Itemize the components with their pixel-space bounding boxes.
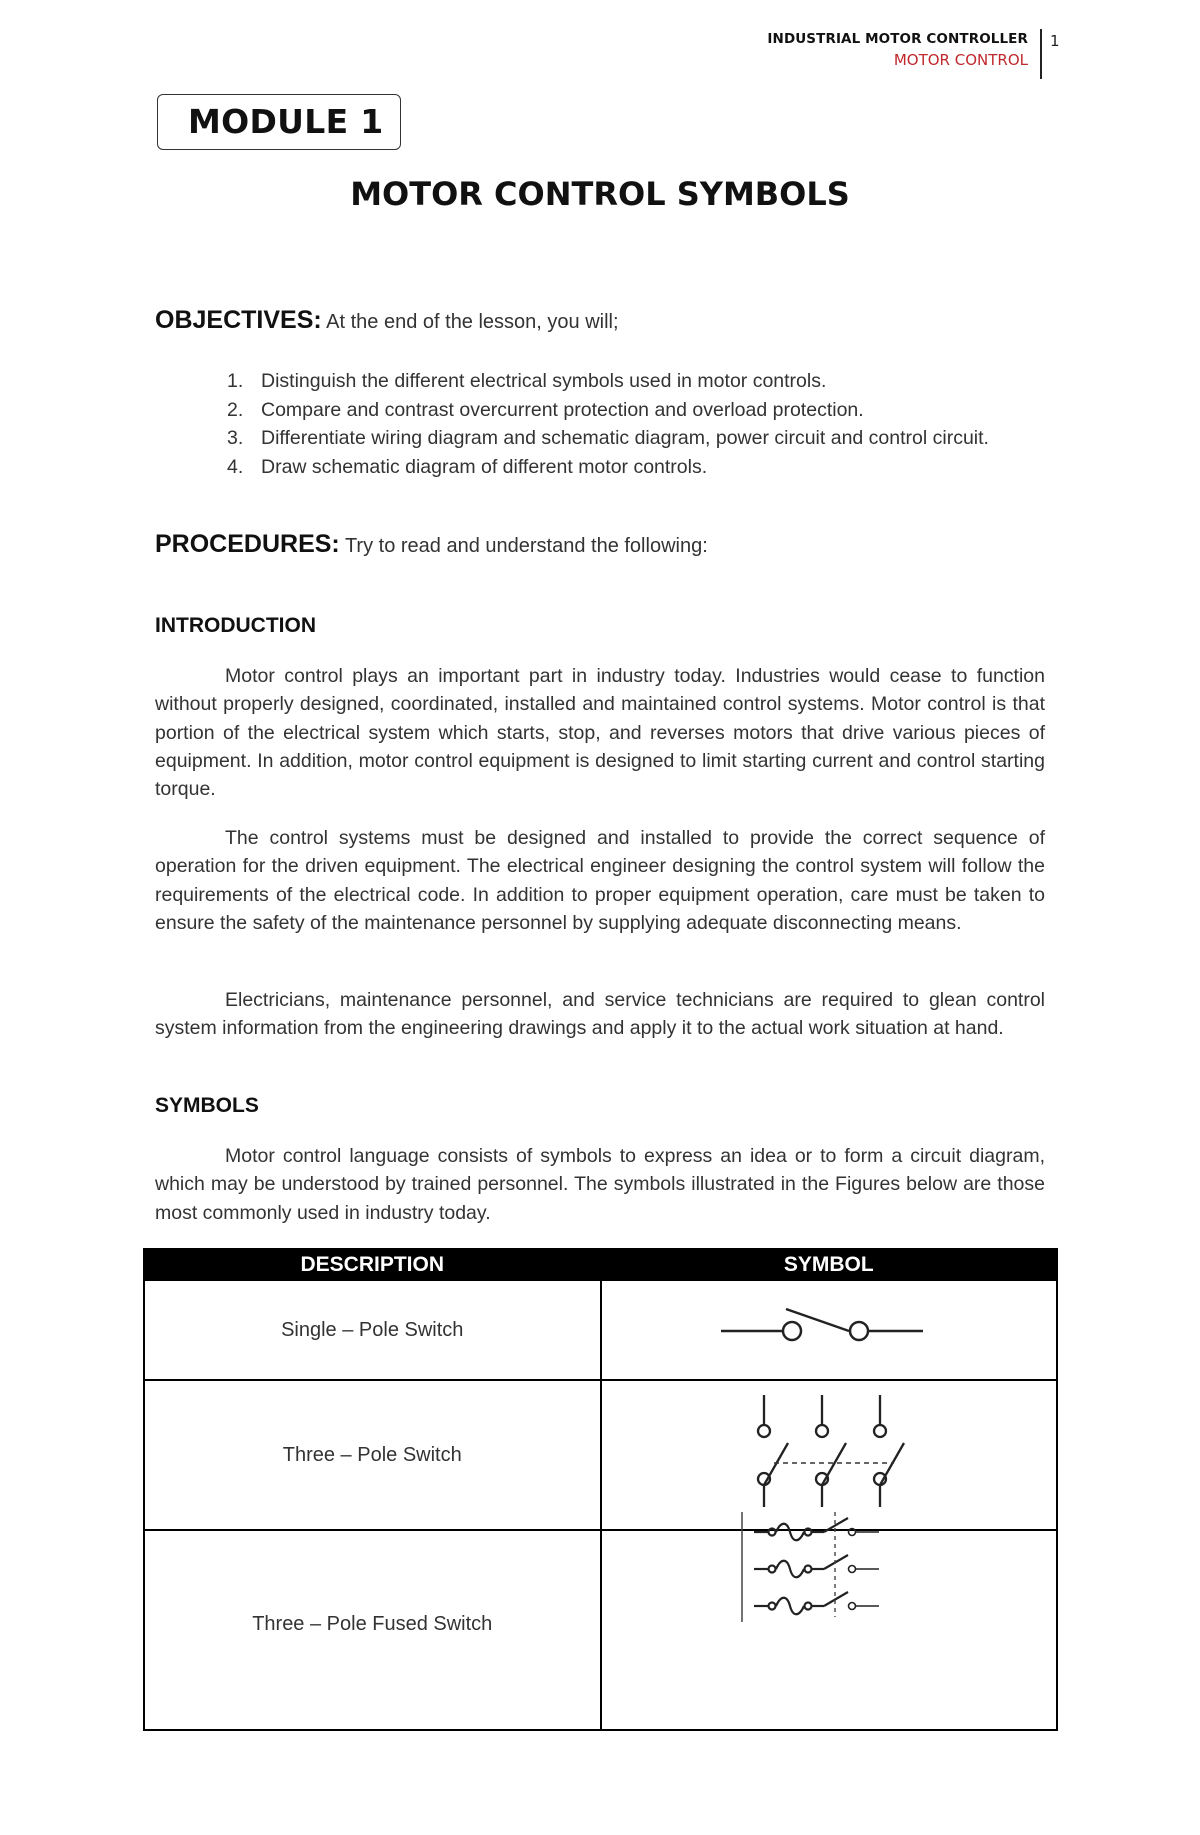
- module-label: MODULE 1: [188, 102, 384, 141]
- running-header: [742, 29, 1042, 79]
- description-text: Single – Pole Switch: [281, 1318, 464, 1341]
- header-subtitle: MOTOR CONTROL: [893, 51, 1028, 69]
- objective-text: Distinguish the different electrical symbols used in motor controls.: [261, 370, 827, 392]
- objectives-heading: OBJECTIVES:: [155, 306, 322, 334]
- objectives-lead: [155, 306, 619, 335]
- column-header-symbol: SYMBOL: [601, 1249, 1058, 1280]
- introduction-paragraph-2: The control systems must be designed and installed to provide the correct sequence of operation for the driven equipment. The electrical engineer designing the control system will follow the requirements of the electrical code. In addition to proper equipment operation, care must be taken to ensure the safety of the maintenance personnel by supplying adequate disconnecting means.: [155, 827, 1045, 934]
- symbols-heading: SYMBOLS: [155, 1094, 259, 1117]
- objectives-lead-text: At the end of the lesson, you will;: [321, 311, 619, 333]
- objective-text: Draw schematic diagram of different motor controls.: [261, 455, 708, 478]
- description-text: Three – Pole Fused Switch: [252, 1612, 493, 1635]
- three-pole-switch-symbol: [734, 1395, 924, 1515]
- procedures-heading: PROCEDURES:: [155, 530, 340, 558]
- objective-item: [155, 424, 1045, 453]
- objective-number: 3.: [227, 427, 244, 449]
- objective-number: 1.: [227, 370, 244, 392]
- header-title: INDUSTRIAL MOTOR CONTROLLER: [767, 31, 1028, 47]
- objective-number: 4.: [227, 455, 244, 478]
- introduction-paragraph-1: Motor control plays an important part in industry today. Industries would cease to function without properly designed, coordinated, installed and maintained control systems. Motor control is that portion of the electrical system which starts, stop, and reverses motors that drive various pieces of equipment. In addition, motor control equipment is designed to limit starting current and control starting torque.: [155, 665, 1045, 801]
- table-row: [144, 1530, 1057, 1730]
- objective-number: 2.: [227, 398, 244, 421]
- table-row: [144, 1280, 1057, 1380]
- page-number: 1: [1050, 32, 1060, 50]
- objective-item: [155, 453, 1045, 482]
- single-pole-switch-symbol: [721, 1295, 936, 1365]
- description-text: Three – Pole Switch: [282, 1443, 462, 1466]
- description-cell: [144, 1380, 601, 1530]
- description-cell: [144, 1280, 601, 1380]
- objective-text: Compare and contrast overcurrent protection and overload protection.: [261, 398, 864, 421]
- three-pole-fused-switch-symbol: [734, 1507, 924, 1697]
- symbol-cell: [601, 1280, 1058, 1380]
- objective-text: Differentiate wiring diagram and schematic diagram, power circuit and control circuit.: [261, 427, 989, 449]
- symbol-cell: [601, 1530, 1058, 1730]
- symbols-table: [143, 1248, 1058, 1731]
- introduction-paragraph-3: Electricians, maintenance personnel, and service technicians are required to glean control system information from the engineering drawings and apply it to the actual work situation at hand.: [155, 989, 1045, 1040]
- objective-item: [155, 396, 1045, 425]
- objective-item: [155, 367, 1045, 396]
- introduction-heading: INTRODUCTION: [155, 614, 316, 637]
- description-cell: [144, 1530, 601, 1730]
- procedures-lead: [155, 530, 708, 559]
- module-box: [157, 94, 401, 150]
- procedures-lead-text: Try to read and understand the following:: [339, 535, 708, 557]
- document-title: MOTOR CONTROL SYMBOLS: [350, 175, 850, 213]
- objectives-list: [155, 367, 1045, 481]
- column-header-description: DESCRIPTION: [144, 1249, 601, 1280]
- table-header-row: [144, 1249, 1057, 1280]
- symbols-paragraph: Motor control language consists of symbols to express an idea or to form a circuit diagram, which may be understood by trained personnel. The symbols illustrated in the Figures below are those most commonly used in industry today.: [155, 1145, 1045, 1224]
